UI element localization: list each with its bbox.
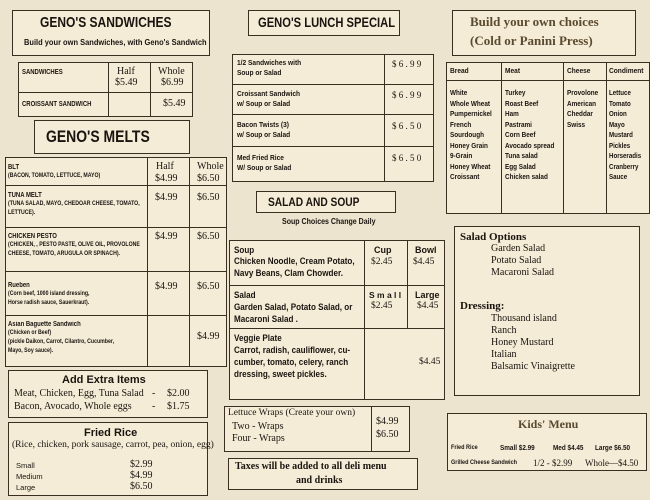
melt-whole-price: $6.50 (197, 192, 220, 203)
melts-whole-label: Whole (197, 161, 224, 172)
lunch-item: W/ Soup or Salad (237, 163, 292, 172)
melt-desc: (Corn beef, 1000 island dressing, (8, 290, 90, 297)
meat-item: Ham (505, 109, 519, 118)
bread-item: White (450, 88, 468, 97)
extra-name: Bacon, Avocado, Whole eggs (14, 401, 132, 412)
kids-grilled-cheese: Grilled Cheese Sandwich (451, 459, 518, 466)
fried-rice-title: Fried Rice (84, 427, 138, 439)
lunch-item: w/ Soup or Salad (237, 99, 291, 108)
condiment-header: Condiment (609, 66, 644, 75)
salad-option-item: Macaroni Salad (491, 267, 555, 278)
meat-list (505, 88, 563, 183)
choices-title: Build your own choices (470, 14, 599, 29)
meat-item: Chicken salad (505, 172, 548, 181)
wrap-price: $4.99 (376, 416, 399, 427)
condiment-item: Mayo (609, 119, 625, 129)
kids-grilled-cheese-whole: Whole—$4.50 (585, 458, 639, 468)
veggie-price: $4.45 (419, 357, 441, 367)
condiment-item: Cranberry (609, 161, 639, 171)
wrap-name: Four - Wraps (232, 433, 285, 444)
kids-grilled-cheese-half: 1/2 - $2.99 (533, 458, 573, 468)
meat-item: Pastrami (505, 119, 532, 129)
meat-item: Turkey (505, 88, 526, 97)
fried-rice-size: Small (16, 461, 35, 470)
kids-fried-rice-small: Small $2.99 (500, 443, 535, 452)
melt-half-price: $4.99 (155, 192, 178, 203)
melt-desc: LETTUCE). (8, 209, 36, 216)
dressing-item: Thousand island (491, 313, 557, 324)
bread-header: Bread (450, 66, 469, 75)
veggie-line: dressing, sweet pickles. (234, 369, 327, 379)
extra-dash: - (152, 401, 156, 412)
wrap-name: Two - Wraps (232, 421, 284, 432)
croissant-row-name: CROISSANT SANDWICH (22, 101, 92, 108)
melts-title: GENO'S MELTS (46, 127, 150, 146)
melt-desc: (CHICKEN, , PESTO PASTE, OLIVE OIL, PROVOLONE (8, 241, 140, 248)
melt-half-price: $4.99 (155, 173, 178, 184)
taxes-line2: and drinks (296, 475, 343, 486)
cup-label: Cup (374, 245, 392, 255)
extras-title: Add Extra Items (62, 374, 146, 386)
condiment-item: Tomato (609, 98, 631, 108)
melt-desc: Horse radish sauce, Sauerkraut). (8, 299, 90, 306)
cheese-item: Swiss (567, 119, 586, 129)
extra-name: Meat, Chicken, Egg, Tuna Salad (14, 388, 144, 399)
lunch-price: $ 6 . 9 9 (392, 59, 422, 69)
salad-soup-subtitle: Soup Choices Change Daily (282, 217, 376, 226)
cheese-item: Cheddar (567, 109, 593, 118)
small-label: S m a l l (369, 290, 402, 300)
lunch-item: Croissant Sandwich (237, 89, 301, 98)
melt-half-price: $4.99 (155, 281, 178, 292)
salad-option-item: Garden Salad (491, 243, 546, 254)
cheese-item: American (567, 98, 597, 108)
wraps-title (228, 409, 355, 419)
meat-header: Meat (505, 66, 521, 75)
whole-label: Whole (158, 66, 185, 77)
dressing-item: Ranch (491, 325, 517, 336)
melt-name: TUNA MELT (8, 192, 42, 199)
veggie-line: cumber, tomato, celery, ranch (234, 357, 349, 367)
melt-name: BLT (8, 164, 20, 171)
kids-title: Kids' Menu (518, 417, 579, 431)
salad-options-title: Salad Options (460, 231, 527, 243)
bread-item: 9-Grain (450, 151, 473, 160)
wraps-note: (Create your own) (285, 408, 356, 418)
soup-cup-price: $2.45 (371, 257, 393, 267)
condiment-item: Onion (609, 109, 627, 118)
melt-whole-price: $6.50 (197, 281, 220, 292)
meat-item: Roast Beef (505, 98, 539, 108)
fried-rice-size: Large (16, 483, 36, 492)
salad-soup-title: SALAD AND SOUP (268, 195, 360, 209)
sandwiches-title: GENO'S SANDWICHES (40, 14, 172, 31)
kids-fried-rice: Fried Rice (451, 444, 478, 451)
fried-rice-desc: (Rice, chicken, pork sausage, carrot, pea, onion, egg) (12, 440, 214, 450)
veggie-line: Carrot, radish, cauliflower, cu- (234, 345, 351, 355)
bread-item: Croissant (450, 172, 480, 181)
cheese-list (567, 88, 604, 130)
lunch-item: w/ Soup or Salad (237, 130, 291, 139)
choices-subtitle: (Cold or Panini Press) (470, 33, 593, 48)
dressing-item: Honey Mustard (491, 337, 554, 348)
salad-large-price: $4.45 (417, 301, 439, 311)
condiment-item: Pickles (609, 140, 631, 150)
extra-price: $1.75 (167, 401, 190, 412)
salad-option-item: Potato Salad (491, 255, 542, 266)
lunch-price: $ 6 . 5 0 (392, 153, 422, 163)
melts-half-label: Half (156, 161, 174, 172)
kids-fried-rice-large: Large $6.50 (595, 443, 631, 452)
taxes-line1: Taxes will be added to all deli menu (235, 461, 387, 472)
half-label: Half (117, 66, 135, 77)
fried-rice-price: $6.50 (130, 481, 153, 492)
bread-item: Whole Wheat (450, 98, 491, 108)
dressing-item: Italian (491, 349, 517, 360)
melt-name: Rueben (8, 282, 30, 289)
large-label: Large (415, 290, 440, 300)
fried-rice-price: $2.99 (130, 459, 153, 470)
melt-name: CHICKEN PESTO (8, 233, 57, 240)
melt-desc: (BACON, TOMATO, LETTUCE, MAYO) (8, 172, 101, 179)
melt-half-price: $4.99 (155, 231, 178, 242)
veggie-name: Veggie Plate (234, 333, 282, 343)
melt-desc: (TUNA SALAD, MAYO, CHEDOAR CHEESE, TOMATO, (8, 200, 140, 207)
bread-item: Honey Wheat (450, 161, 491, 171)
melt-desc: (pickle Daikon, Carrot, Cilantro, Cucumber, (8, 338, 115, 345)
condiment-item: Lettuce (609, 88, 631, 97)
bread-item: Sourdough (450, 130, 484, 139)
salad-name: Salad (234, 290, 256, 300)
melt-desc: CHEESE, TOMATO, ARUGULA OR SPINACH). (8, 250, 120, 257)
cheese-item: Provolone (567, 88, 599, 97)
salad-line: Macaroni Salad . (234, 314, 298, 324)
sandwich-half-price: $5.49 (115, 77, 138, 88)
meat-item: Egg Salad (505, 161, 536, 171)
bread-list (450, 88, 499, 183)
lunch-item: Bacon Twists (3) (237, 120, 289, 129)
wrap-price: $6.50 (376, 429, 399, 440)
melt-desc: (Chicken or Beef) (8, 329, 52, 336)
croissant-whole-price: $5.49 (163, 98, 186, 109)
lunch-title: GENO'S LUNCH SPECIAL (258, 14, 396, 30)
dressing-title: Dressing: (460, 300, 505, 312)
salad-small-price: $2.45 (371, 301, 393, 311)
soup-line: Navy Beans, Clam Chowder. (234, 268, 343, 278)
soup-bowl-price: $4.45 (413, 257, 435, 267)
condiment-list (609, 88, 648, 183)
soup-line: Chicken Noodle, Cream Potato, (234, 256, 355, 266)
fried-rice-price: $4.99 (130, 470, 153, 481)
meat-item: Corn Beef (505, 130, 536, 139)
bowl-label: Bowl (415, 245, 437, 255)
bread-item: Honey Grain (450, 140, 488, 150)
sandwich-whole-price: $6.99 (161, 77, 184, 88)
melt-desc: Mayo, Soy sauce). (8, 347, 54, 354)
dressing-item: Balsamic Vinaigrette (491, 361, 575, 372)
kids-fried-rice-med: Med $4.45 (553, 443, 584, 452)
melt-whole-price: $6.50 (197, 173, 220, 184)
sandwiches-subtitle: Build your own Sandwiches, with Geno's Sandwich (24, 37, 207, 47)
melt-whole-price: $6.50 (197, 231, 220, 242)
condiment-item: Sauce (609, 172, 628, 181)
fried-rice-size: Medium (16, 472, 43, 481)
lunch-item: Med Fried Rice (237, 153, 284, 162)
extra-dash: - (152, 388, 156, 399)
melt-name: Asian Baguette Sandwich (8, 321, 81, 328)
lunch-price: $ 6 . 5 0 (392, 121, 422, 131)
cheese-header: Cheese (567, 66, 591, 75)
melt-whole-price: $4.99 (197, 331, 220, 342)
salad-line: Garden Salad, Potato Salad, or (234, 302, 353, 312)
lunch-price: $ 6 . 9 9 (392, 90, 422, 100)
meat-item: Avocado spread (505, 140, 555, 150)
condiment-item: Mustard (609, 130, 633, 139)
bread-item: Pumpernickel (450, 109, 492, 118)
condiment-item: Horseradis (609, 151, 642, 160)
lunch-item: 1/2 Sandwiches with (237, 58, 302, 67)
meat-item: Tuna salad (505, 151, 538, 160)
sandwich-row-name: SANDWICHES (22, 69, 63, 76)
lunch-item: Soup or Salad (237, 68, 282, 77)
wraps-title-text: Lettuce Wraps (228, 408, 284, 418)
bread-item: French (450, 119, 472, 129)
extra-price: $2.00 (167, 388, 190, 399)
soup-name: Soup (234, 245, 255, 255)
